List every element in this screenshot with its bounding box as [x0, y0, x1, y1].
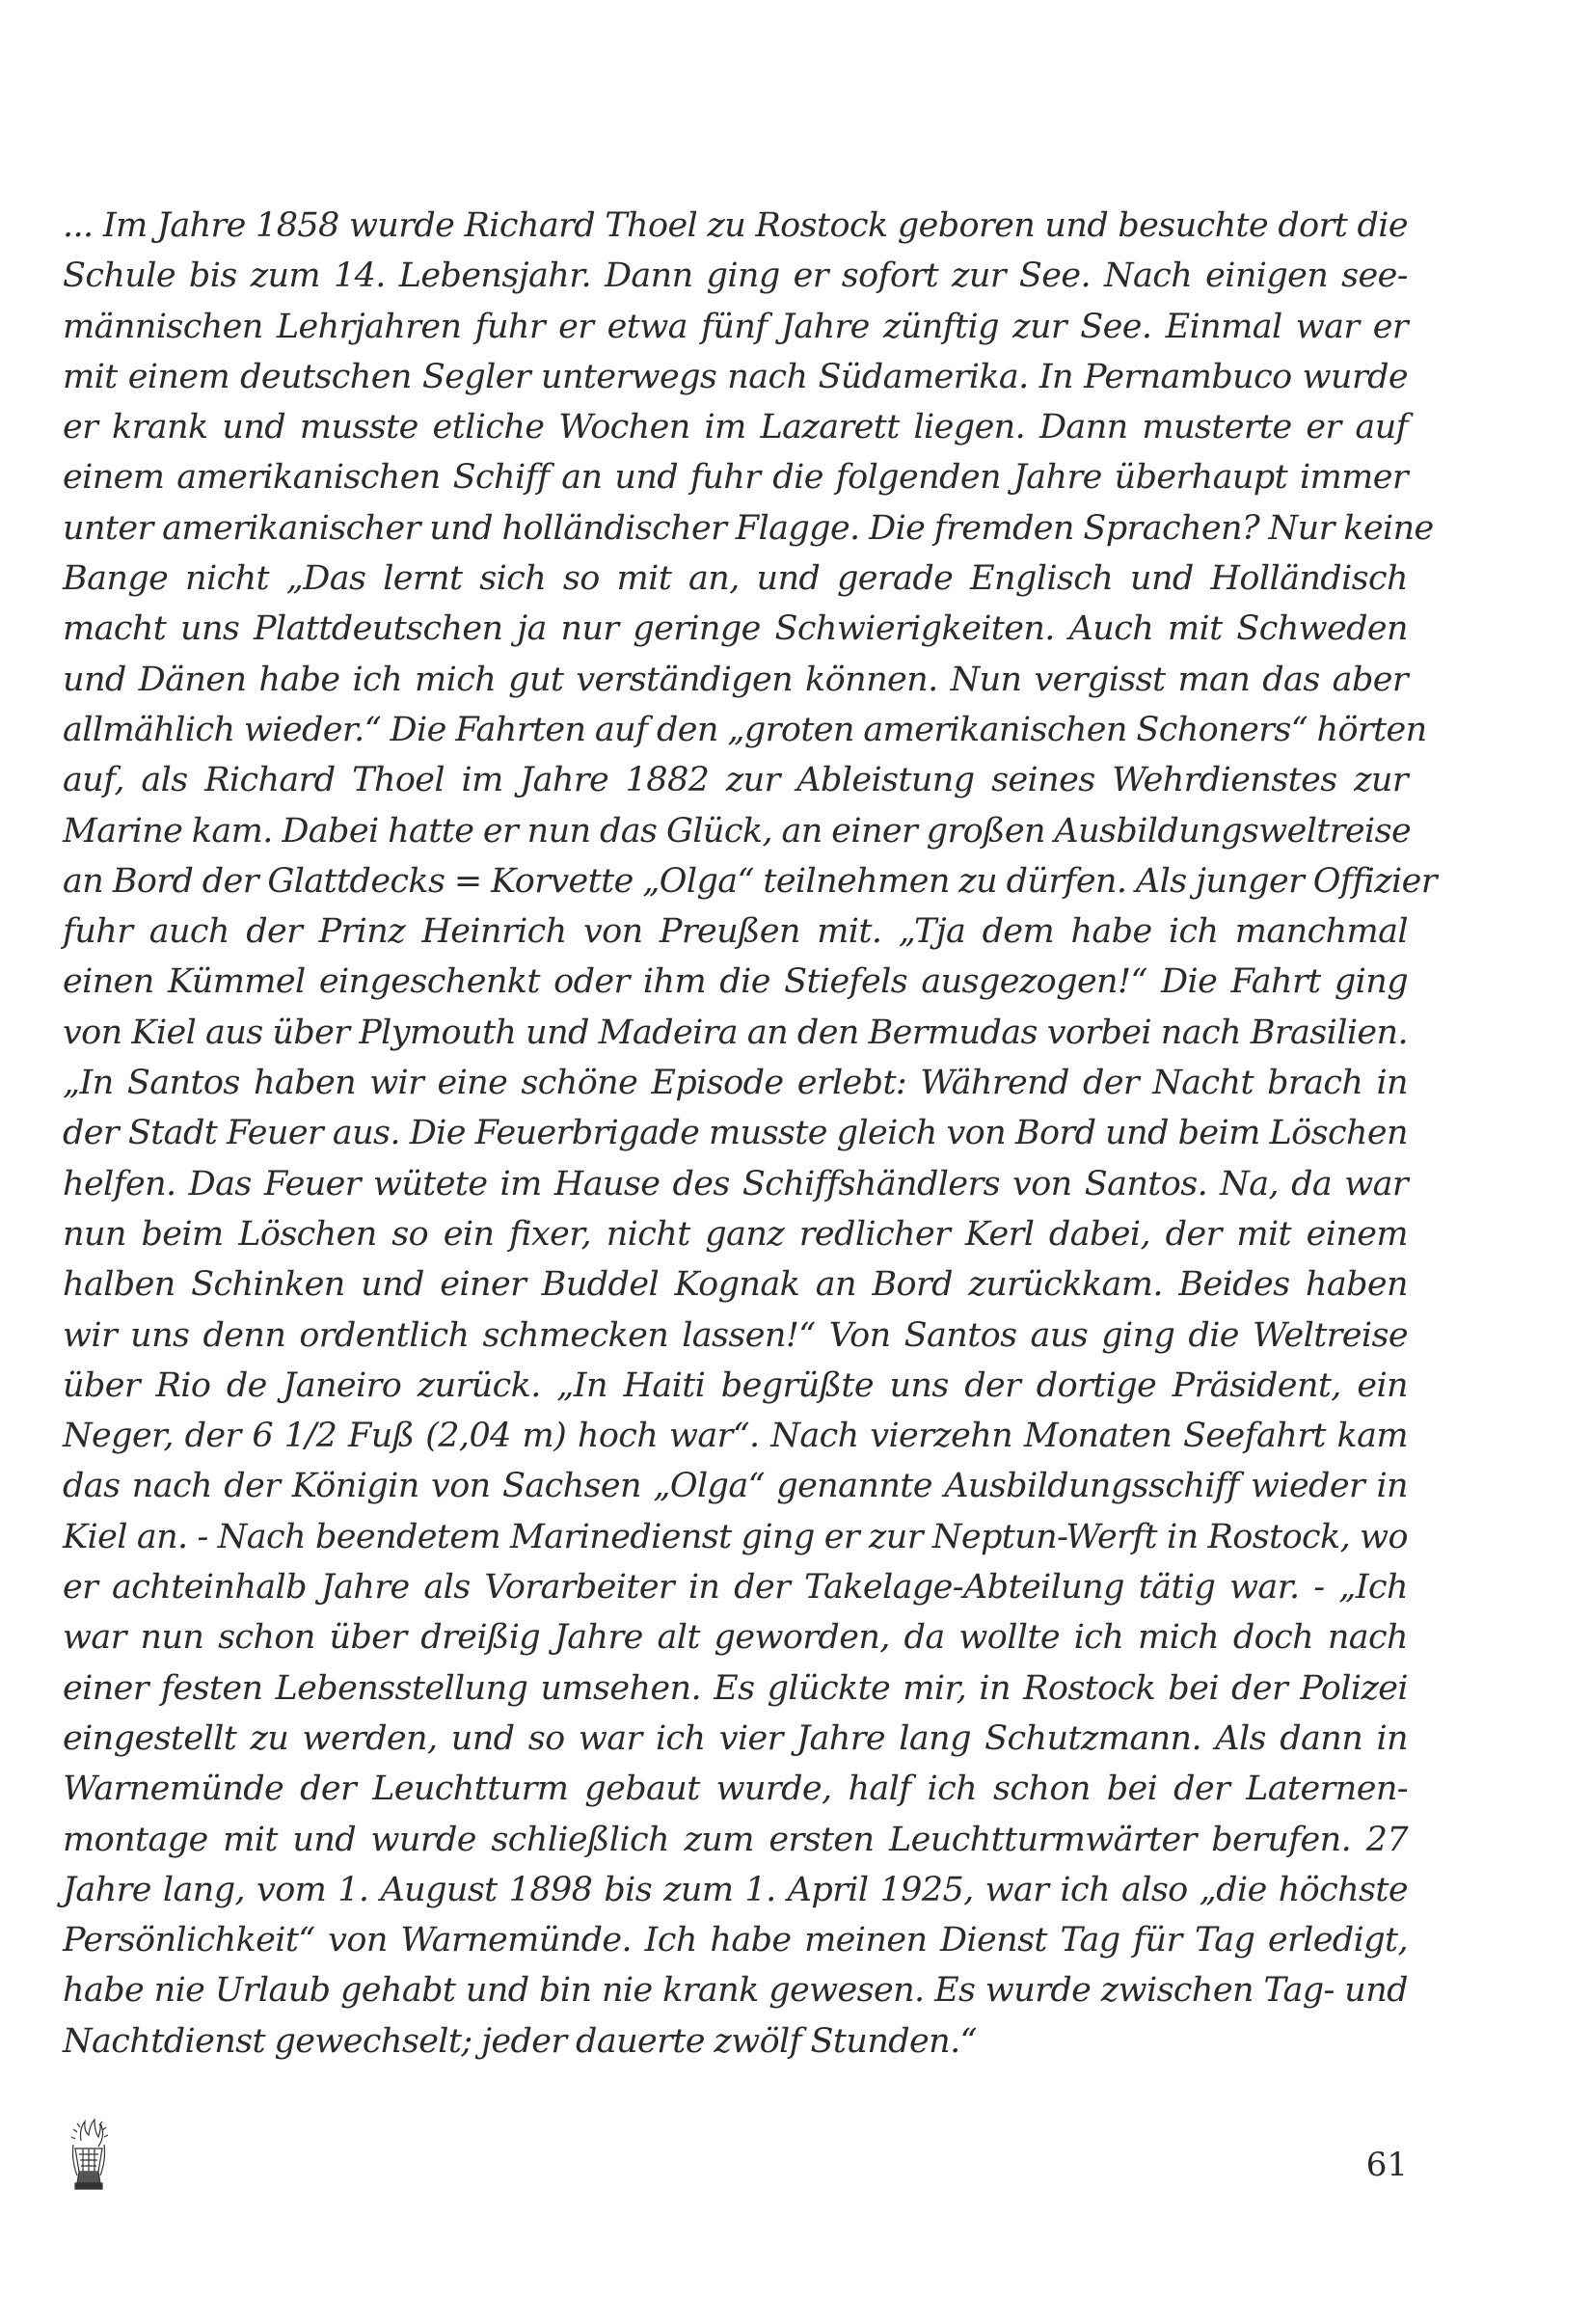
text-line-18: „In Santos haben wir eine schöne Episode erlebt: Während der Nacht brach in [63, 1064, 1408, 1103]
text-line-33: montage mit und wurde schließlich zum ersten Leuchtturmwärter berufen. 27 [63, 1820, 1408, 1859]
text-line-5: er krank und musste etliche Wochen im Lazarett liegen. Dann musterte er auf [63, 408, 1408, 447]
text-line-25: Neger, der 6 1/2 Fuß (2,04 m) hoch war“. Nach vierzehn Monaten Seefahrt kam [63, 1417, 1408, 1456]
flame-torch-emblem-icon [60, 2112, 118, 2203]
text-line-13: Marine kam. Dabei hatte er nun das Glück, an einer großen Ausbildungsweltreise [63, 811, 1412, 851]
text-line-19: der Stadt Feuer aus. Die Feuerbrigade musste gleich von Bord und beim Löschen [63, 1114, 1408, 1153]
text-line-16: einen Kümmel eingeschenkt oder ihm die Stiefels ausgezogen!“ Die Fahrt ging [63, 962, 1408, 1002]
text-line-12: auf, als Richard Thoel im Jahre 1882 zur Ableistung seines Wehrdienstes zur [63, 761, 1408, 800]
text-line-31: eingestellt zu werden, und so war ich vier Jahre lang Schutzmann. Als dann in [63, 1718, 1408, 1758]
text-line-37: Nachtdienst gewechselt; jeder dauerte zwölf Stunden.“ [63, 2021, 977, 2061]
page-number: 61 [1365, 2146, 1408, 2184]
text-line-23: wir uns denn ordentlich schmecken lassen!“ Von Santos aus ging die Weltreise [63, 1315, 1408, 1355]
text-line-24: über Rio de Janeiro zurück. „In Haiti begrüßte uns der dortige Präsident, ein [63, 1365, 1408, 1405]
text-line-3: männischen Lehrjahren fuhr er etwa fünf Jahre zünftig zur See. Einmal war er [63, 307, 1408, 346]
text-line-21: nun beim Löschen so ein fixer, nicht ganz redlicher Kerl dabei, der mit einem [63, 1214, 1408, 1254]
text-line-14: an Bord der Glattdecks = Korvette „Olga“ teilnehmen zu dürfen. Als junger Offizier [63, 861, 1437, 901]
text-line-27: Kiel an. - Nach beendetem Marinedienst ging er zur Neptun-Werft in Rostock, wo [63, 1517, 1408, 1556]
text-line-22: halben Schinken und einer Buddel Kognak an Bord zurückkam. Beides haben [63, 1265, 1408, 1305]
text-line-34: Jahre lang, vom 1. August 1898 bis zum 1. April 1925, war ich also „die höchste [63, 1870, 1408, 1909]
text-line-35: Persönlichkeit“ von Warnemünde. Ich habe meinen Dienst Tag für Tag erledigt, [63, 1921, 1408, 1960]
text-line-1: ... Im Jahre 1858 wurde Richard Thoel zu Rostock geboren und besuchte dort die [63, 206, 1408, 245]
text-line-32: Warnemünde der Leuchtturm gebaut wurde, half ich schon bei der Laternen- [63, 1770, 1408, 1809]
text-line-26: das nach der Königin von Sachsen „Olga“ genannte Ausbildungsschiff wieder in [63, 1467, 1408, 1506]
text-line-28: er achteinhalb Jahre als Vorarbeiter in der Takelage-Abteilung tätig war. - „Ich [63, 1568, 1408, 1608]
text-line-30: einer festen Lebensstellung umsehen. Es glückte mir, in Rostock bei der Polizei [63, 1668, 1408, 1708]
text-line-15: fuhr auch der Prinz Heinrich von Preußen mit. „Tja dem habe ich manchmal [63, 912, 1408, 952]
text-line-20: helfen. Das Feuer wütete im Hause des Schiffshändlers von Santos. Na, da war [63, 1164, 1408, 1203]
text-line-9: macht uns Plattdeutschen ja nur geringe Schwierigkeiten. Auch mit Schweden [63, 609, 1408, 649]
text-line-8: Bange nicht „Das lernt sich so mit an, und gerade Englisch und Holländisch [63, 559, 1408, 599]
text-line-10: und Dänen habe ich mich gut verständigen können. Nun vergisst man das aber [63, 660, 1408, 699]
text-line-4: mit einem deutschen Segler unterwegs nach Südamerika. In Pernambuco wurde [63, 357, 1408, 396]
text-line-7: unter amerikanischer und holländischer Flagge. Die fremden Sprachen? Nur keine [63, 508, 1434, 548]
text-line-36: habe nie Urlaub gehabt und bin nie krank gewesen. Es wurde zwischen Tag- und [63, 1971, 1408, 2011]
text-line-6: einem amerikanischen Schiff an und fuhr die folgenden Jahre überhaupt immer [63, 458, 1408, 498]
text-line-11: allmählich wieder.“ Die Fahrten auf den „groten amerikanischen Schoners“ hörten [63, 710, 1427, 749]
text-line-2: Schule bis zum 14. Lebensjahr. Dann ging er sofort zur See. Nach einigen see- [63, 257, 1408, 296]
text-line-29: war nun schon über dreißig Jahre alt geworden, da wollte ich mich doch nach [63, 1618, 1408, 1658]
body-text [63, 201, 1437, 2067]
text-line-17: von Kiel aus über Plymouth und Madeira an den Bermudas vorbei nach Brasilien. [63, 1013, 1408, 1052]
